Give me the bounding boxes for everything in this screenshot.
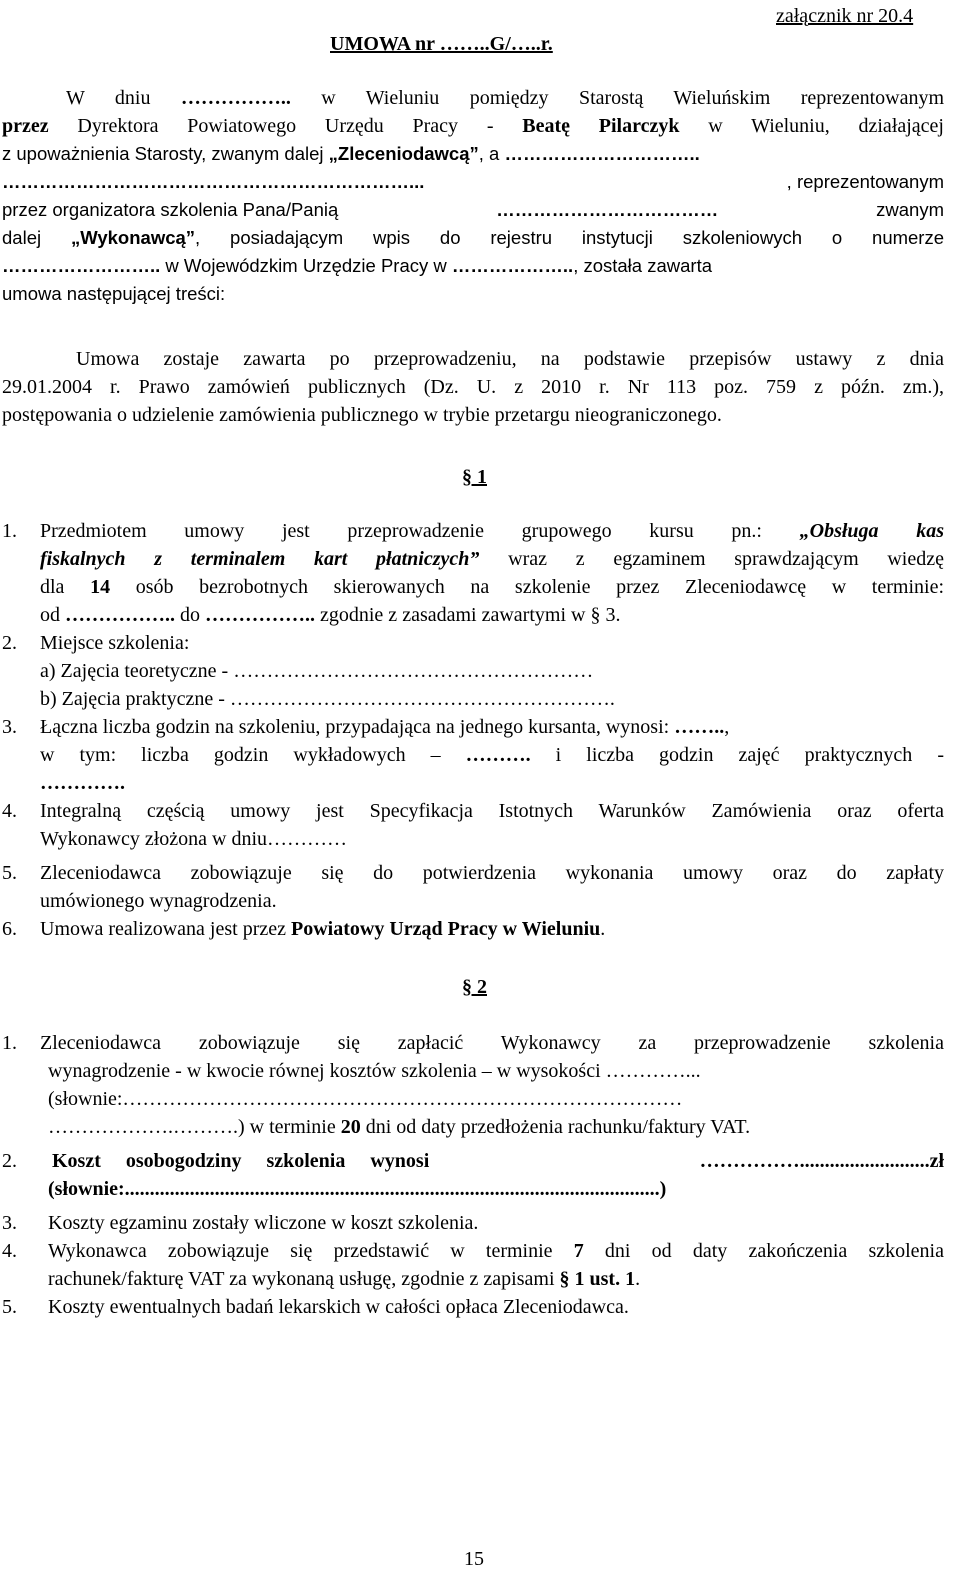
office-name: Powiatowy Urząd Pracy w Wieluniu (291, 918, 601, 940)
intro-line-5 (2, 196, 944, 224)
text: . (635, 1268, 641, 1290)
text: , (724, 716, 730, 738)
intro-text: przez (2, 115, 49, 137)
document-title: UMOWA nr ……..G/…..r. (330, 33, 553, 55)
text: Umowa realizowana jest przez (40, 918, 291, 940)
s1-p1-line-2 (40, 545, 944, 573)
item-number: 6. (2, 918, 17, 940)
reference: § 1 ust. 1 (559, 1268, 636, 1290)
section-2-heading: § 2 (462, 976, 487, 998)
placeholder: ……………..........................zł (699, 1150, 944, 1172)
s1-p5-line-1: Zleceniodawca zobowiązuje się do potwierdzenia wykonania umowy oraz do zapłaty (40, 862, 944, 884)
text: Wykonawca zobowiązuje się przedstawić w terminie (48, 1240, 574, 1262)
s1-p5-line-2: umówionego wynagrodzenia. (40, 890, 277, 912)
placeholder: …………………………………………………………... (2, 171, 425, 192)
s1-p2-line-1: Miejsce szkolenia: (40, 632, 190, 654)
intro-text: , a (478, 143, 505, 164)
section-1-heading: § 1 (462, 466, 487, 488)
placeholder: ……………………………… (496, 199, 719, 220)
preamble-line-3: postępowania o udzielenie zamówienia publicznego w trybie przetargu nieograniczonego. (2, 404, 722, 426)
item-number: 4. (2, 1240, 17, 1262)
intro-line-1 (66, 84, 944, 112)
intro-text: W dniu (66, 87, 181, 109)
item-number: 5. (2, 1296, 17, 1318)
intro-text: , reprezentowanym (786, 171, 944, 192)
placeholder: ………………………….. (504, 143, 700, 164)
client-name: „Zleceniodawcą” (328, 143, 479, 164)
placeholder: ……………….. (451, 255, 574, 276)
s1-p3-line-1 (40, 713, 729, 741)
text: rachunek/fakturę VAT za wykonaną usługę, zgodnie z zapisami (48, 1268, 560, 1290)
preamble-line-2: 29.01.2004 r. Prawo zamówień publicznych (Dz. U. z 2010 r. Nr 113 poz. 759 z późn. zm.), (2, 376, 944, 398)
page-number: 15 (464, 1548, 484, 1570)
item-number: 3. (2, 716, 17, 738)
text: dla (40, 576, 91, 598)
preamble-line-1: Umowa zostaje zawarta po przeprowadzeniu, na podstawie przepisów ustawy z dnia (76, 348, 944, 370)
payment-days: 20 (340, 1116, 361, 1138)
text: Przedmiotem umowy jest przeprowadzenie grupowego kursu pn.: (40, 520, 800, 542)
attachment-label: załącznik nr 20.4 (776, 5, 914, 27)
intro-text: przez organizatora szkolenia Pana/Panią (2, 199, 339, 220)
director-name: Beatę Pilarczyk (522, 115, 680, 137)
s1-p2-b: b) Zajęcia praktyczne - …………………………………………………. (40, 688, 615, 710)
text: wraz z egzaminem sprawdzającym wiedzę (479, 548, 944, 570)
s2-p1-line-2: wynagrodzenie - w kwocie równej kosztów szkolenia – w wysokości …………... (48, 1060, 701, 1082)
date-placeholder: …………….. (180, 87, 291, 109)
placeholder: …………….. (65, 604, 175, 626)
text: dni od daty zakończenia szkolenia (583, 1240, 944, 1262)
s2-p5-line: Koszty ewentualnych badań lekarskich w całości opłaca Zleceniodawca. (48, 1296, 629, 1318)
intro-text: dalej (2, 227, 71, 248)
intro-text: Dyrektora Powiatowego Urzędu Pracy - (48, 115, 523, 137)
s1-p4-line-1: Integralną częścią umowy jest Specyfikacja Istotnych Warunków Zamówienia oraz oferta (40, 800, 944, 822)
text: od (40, 604, 65, 626)
s2-p2-line-2: (słownie:...........................................................................................................) (48, 1178, 667, 1200)
item-number: 3. (2, 1212, 17, 1234)
text: osób bezrobotnych skierowanych na szkolenie przez Zleceniodawcę w terminie: (110, 576, 945, 598)
intro-text: w Wieluniu pomiędzy Starostą Wieluńskim reprezentowanym (290, 87, 944, 109)
text: w tym: liczba godzin wykładowych – (40, 744, 466, 766)
text: i liczba godzin zajęć praktycznych - (530, 744, 944, 766)
text: do (175, 604, 205, 626)
s1-p1-line-4 (40, 601, 620, 629)
placeholder: …….. (674, 716, 725, 738)
s1-p1-line-3 (40, 573, 944, 601)
intro-text: w Wojewódzkim Urzędzie Pracy w (160, 255, 452, 276)
s2-p2-line-1 (52, 1147, 944, 1175)
contractor-name: „Wykonawcą” (70, 227, 196, 248)
course-name: fiskalnych z terminalem kart płatniczych” (40, 548, 480, 570)
placeholder: ………. (465, 744, 531, 766)
intro-line-7 (2, 252, 712, 280)
item-number: 1. (2, 1032, 17, 1054)
s1-p2-a: a) Zajęcia teoretyczne - ……………………………………………… (40, 660, 594, 682)
text: . (600, 918, 606, 940)
s2-p4-line-1 (48, 1237, 944, 1265)
item-number: 4. (2, 800, 17, 822)
intro-line-4 (2, 168, 944, 196)
deadline-days: 7 (573, 1240, 584, 1262)
intro-text: z upoważnienia Starosty, zwanym dalej (2, 143, 329, 164)
s1-p4-line-2: Wykonawcy złożona w dniu………… (40, 828, 348, 850)
text: Łączna liczba godzin na szkoleniu, przypadająca na jednego kursanta, wynosi: (40, 716, 675, 738)
intro-line-8: umowa następującej treści: (2, 283, 226, 304)
s2-p4-line-2 (48, 1265, 640, 1293)
intro-text: zwanym (876, 199, 944, 220)
participants-count: 14 (90, 576, 111, 598)
s2-p1-line-4 (48, 1113, 750, 1141)
item-number: 5. (2, 862, 17, 884)
intro-line-2 (2, 112, 944, 140)
s1-p6-line (40, 915, 605, 943)
s2-p1-line-3: (słownie:………………………………………………………………………… (48, 1088, 683, 1110)
text: dni od daty przedłożenia rachunku/faktury VAT. (360, 1116, 751, 1138)
intro-line-6 (2, 224, 944, 252)
placeholder: …………………….. (2, 255, 161, 276)
course-name: „Obsługa kas (799, 520, 944, 542)
s1-p3-line-2 (40, 741, 944, 769)
s2-p1-line-1: Zleceniodawca zobowiązuje się zapłacić Wykonawcy za przeprowadzenie szkolenia (40, 1032, 944, 1054)
s1-p3-line-3: …………. (40, 772, 125, 794)
placeholder: …………….. (205, 604, 315, 626)
intro-text: , została zawarta (573, 255, 713, 276)
s2-p3-line: Koszty egzaminu zostały wliczone w koszt szkolenia. (48, 1212, 479, 1234)
intro-text: , posiadającym wpis do rejestru instytucji szkoleniowych o numerze (195, 227, 945, 248)
item-number: 2. (2, 1150, 17, 1172)
text: ……………….……….) w terminie (48, 1116, 341, 1138)
text: Koszt osobogodziny szkolenia wynosi (52, 1150, 430, 1172)
intro-line-3 (2, 140, 700, 168)
item-number: 1. (2, 520, 17, 542)
intro-text: w Wieluniu, działającej (679, 115, 944, 137)
item-number: 2. (2, 632, 17, 654)
s1-p1-line-1 (40, 517, 944, 545)
text: zgodnie z zasadami zawartymi w § 3. (315, 604, 621, 626)
